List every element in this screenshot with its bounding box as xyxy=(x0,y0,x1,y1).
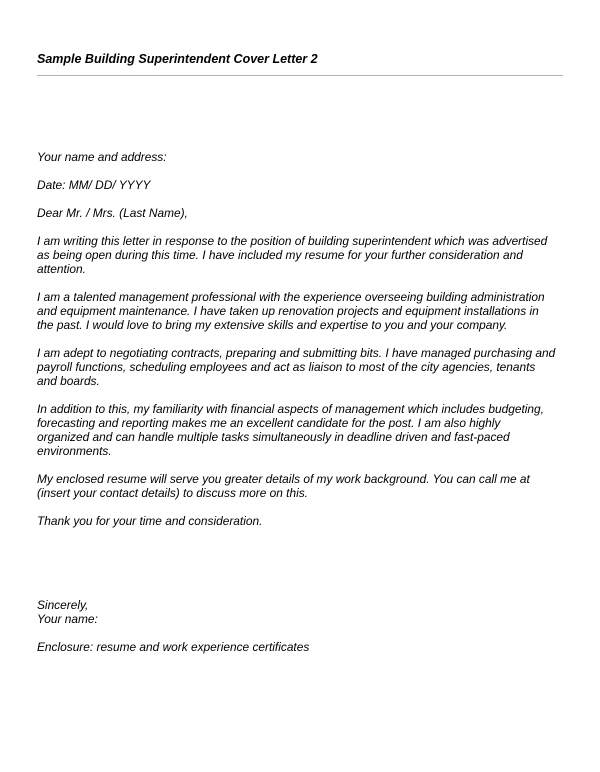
paragraph-5 xyxy=(37,472,567,500)
paragraph-line: and equipment maintenance. I have taken up renovation projects and equipment installations in xyxy=(37,304,539,318)
date-line: Date: MM/ DD/ YYYY xyxy=(37,178,151,192)
salutation-line: Dear Mr. / Mrs. (Last Name), xyxy=(37,206,188,220)
paragraph-line: I am writing this letter in response to the position of building superintendent which was advertised xyxy=(37,234,548,248)
page-title: Sample Building Superintendent Cover Letter 2 xyxy=(37,52,318,66)
enclosure-text: Enclosure: resume and work experience certificates xyxy=(37,640,310,654)
signature-text: Your name: xyxy=(37,612,98,626)
thanks-text: Thank you for your time and consideration. xyxy=(37,514,263,528)
salutation xyxy=(37,206,567,220)
paragraph-line: the past. I would love to bring my extensive skills and expertise to you and your company. xyxy=(37,318,508,332)
paragraph-line: In addition to this, my familiarity with financial aspects of management which includes budgeting, xyxy=(37,402,544,416)
paragraph-line: organized and can handle multiple tasks simultaneously in deadline driven and fast-paced xyxy=(37,430,510,444)
paragraph-line: My enclosed resume will serve you greater details of my work background. You can call me at xyxy=(37,472,530,486)
paragraph-4 xyxy=(37,402,567,458)
paragraph-3 xyxy=(37,346,567,388)
paragraph-line: attention. xyxy=(37,262,86,276)
paragraph-line: payroll functions, scheduling employees and act as liaison to most of the city agencies, tenants xyxy=(37,360,536,374)
title-divider xyxy=(37,75,563,76)
paragraph-1 xyxy=(37,234,567,276)
closing-text: Sincerely, xyxy=(37,598,89,612)
paragraph-line: and boards. xyxy=(37,374,100,388)
signature-block xyxy=(37,598,567,626)
paragraph-2 xyxy=(37,290,567,332)
enclosure-line xyxy=(37,640,567,654)
paragraph-line: I am adept to negotiating contracts, preparing and submitting bits. I have managed purchasing and xyxy=(37,346,556,360)
paragraph-line: forecasting and reporting makes me an excellent candidate for the post. I am also highly xyxy=(37,416,501,430)
paragraph-line: environments. xyxy=(37,444,112,458)
paragraph-line: (insert your contact details) to discuss more on this. xyxy=(37,486,308,500)
paragraph-line: I am a talented management professional with the experience overseeing building administration xyxy=(37,290,545,304)
thanks-line xyxy=(37,514,567,528)
paragraph-line: as being open during this time. I have included my resume for your further consideration and xyxy=(37,248,523,262)
letter-date xyxy=(37,178,567,192)
sender-address xyxy=(37,150,567,164)
address-line: Your name and address: xyxy=(37,150,167,164)
